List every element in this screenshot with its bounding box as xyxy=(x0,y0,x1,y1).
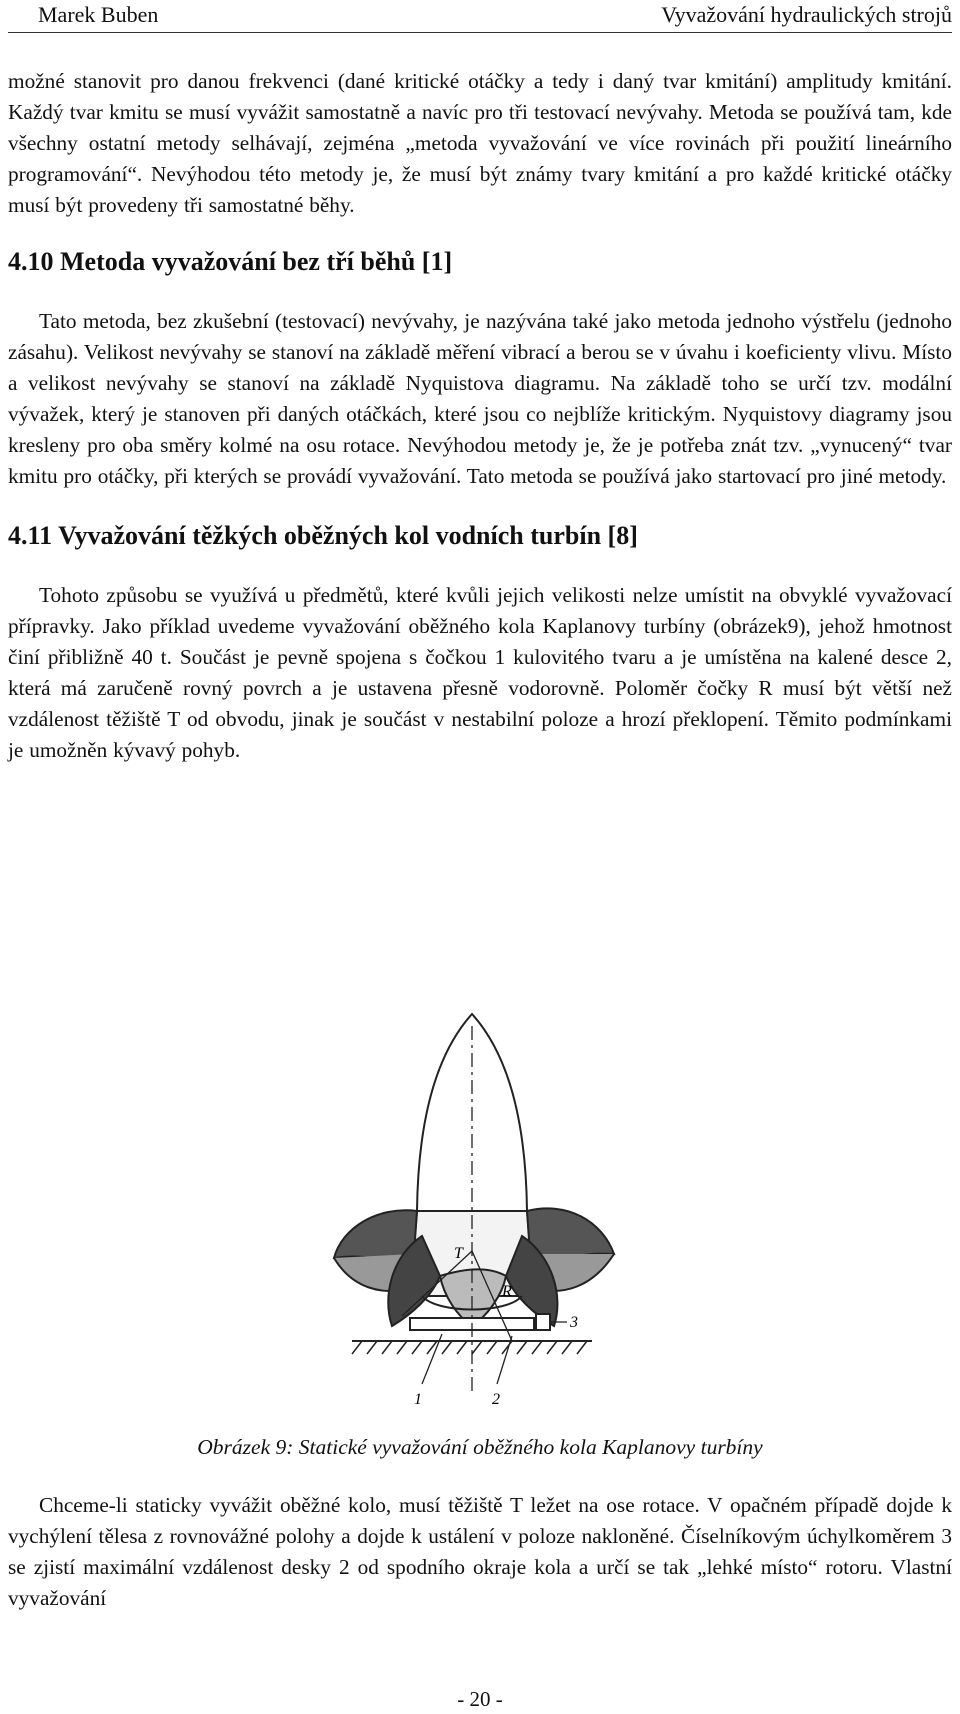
header-title: Vyvažování hydraulických strojů xyxy=(661,2,952,27)
kaplan-runner-drawing xyxy=(322,996,622,1436)
figure-kaplan-runner xyxy=(0,996,944,1436)
label-T: T xyxy=(454,1245,463,1262)
section-heading-4-11: 4.11 Vyvažování těžkých oběžných kol vodních turbín [8] xyxy=(8,521,638,550)
section-heading-4-10: 4.10 Metoda vyvažování bez tří běhů [1] xyxy=(8,247,453,276)
page-number: - 20 - xyxy=(457,1687,503,1711)
page-body xyxy=(8,66,952,766)
header-author: Marek Buben xyxy=(38,2,159,27)
paragraph-4-11: Tohoto způsobu se využívá u předmětů, které kvůli jejich velikosti nelze umístit na obvyklé vyvažovací přípravky. Jako příklad uvedeme vyvažování oběžného kola Kaplanovy turbíny (obrázek9), jehož hmotnost činí přibližně 40 t. Součást je pevně spojena s čočkou 1 kulovitého tvaru a je umístěna na kalené desce 2, která má zaručeně rovný povrch a je ustavena přesně vodorovně. Poloměr čočky R musí být větší než vzdálenost těžiště T od obvodu, jinak je součást v nestabilní poloze a hrozí překlopení. Těmito podmínkami je umožněn kývavý pohyb. xyxy=(8,583,952,762)
paragraph-continued: možné stanovit pro danou frekvenci (dané kritické otáčky a tedy i daný tvar kmitání) amplitudy kmitání. Každý tvar kmitu se musí vyvážit samostatně a navíc pro tři testovací nevývahy. Metoda se používá tam, kde všechny ostatní metody selhávají, zejména „metoda vyvažování ve více rovinách při použití lineárního programování“. Nevýhodou této metody je, že musí být známy tvary kmitání a pro každé kritické otáčky musí být provedeny tři samostatné běhy. xyxy=(8,69,952,217)
label-1: 1 xyxy=(414,1391,422,1408)
paragraph-4-10: Tato metoda, bez zkušební (testovací) nevývahy, je nazývána také jako metoda jednoho výstřelu (jednoho zásahu). Velikost nevývahy se stanoví na základě měření vibrací a berou se v úvahu i koeficienty vlivu. Místo a velikost nevývahy se stanoví na základě Nyquistova diagramu. Na základě toho se určí tzv. modální vývažek, který je stanoven při daných otáčkách, které jsou co nejblíže kritickým. Nyquistovy diagramy jsou kresleny pro oba směry kolmé na osu rotace. Nevýhodou metody je, že je potřeba znát tzv. „vynucený“ tvar kmitu pro otáčky, při kterých se provádí vyvažování. Tato metoda se používá jako startovací pro jiné metody. xyxy=(8,309,952,488)
label-3: 3 xyxy=(570,1314,578,1331)
figure-caption: Obrázek 9: Statické vyvažování oběžného kola Kaplanovy turbíny xyxy=(197,1435,763,1459)
label-2: 2 xyxy=(492,1391,500,1408)
label-R: R xyxy=(502,1283,512,1300)
page-header xyxy=(8,0,952,33)
page-body-bottom xyxy=(8,1490,952,1614)
paragraph-static-balance: Chceme-li staticky vyvážit oběžné kolo, musí těžiště T ležet na ose rotace. V opačném případě dojde k vychýlení tělesa z rovnovážné polohy a dojde k ustálení v poloze nakloněné. Číselníkovým úchylkoměrem 3 se zjistí maximální vzdálenost desky 2 od spodního okraje kola a určí se tak „lehké místo“ rotoru. Vlastní vyvažování xyxy=(8,1493,952,1610)
